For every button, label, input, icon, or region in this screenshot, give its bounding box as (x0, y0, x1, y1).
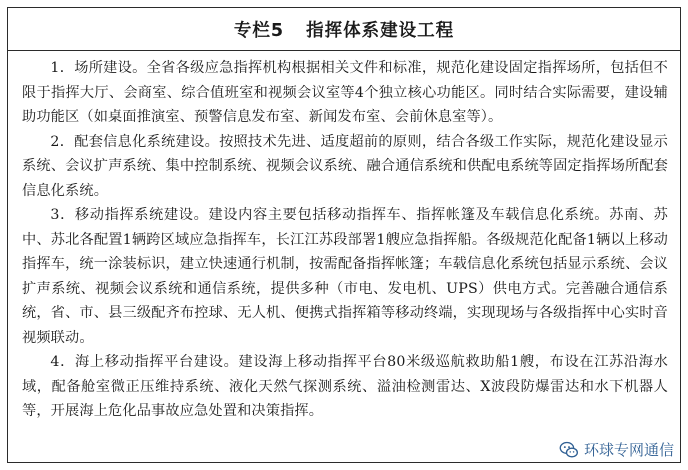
column-heading: 指挥体系建设工程 (306, 20, 455, 41)
column-number-label: 专栏5 (233, 20, 285, 41)
paragraph-it-systems: 2．配套信息化系统建设。按照技术先进、适度超前的原则，结合各级工作实际，规范化建设显示系统、会议扩声系统、集中控制系统、视频会议系统、融合通信系统和供配电系统等固定指挥场所配套信息化系统。 (22, 133, 668, 199)
watermark (557, 439, 676, 460)
column-box (7, 7, 681, 463)
watermark-text: 环球专网通信 (583, 441, 674, 459)
column-title (8, 8, 680, 51)
wechat-icon (559, 440, 579, 460)
paragraph-mobile-command: 3．移动指挥系统建设。建设内容主要包括移动指挥车、指挥帐篷及车载信息化系统。苏南、苏中、苏北各配置1辆跨区域应急指挥车，长江江苏段部署1艘应急指挥船。各级规范化配备1辆以上移动指挥车，统一涂装标识，建立快速通行机制，按需配备指挥帐篷；车载信息化系统包括显示系统、会议扩声系统、视频会议系统和通信系统，提供多种（市电、发电机、UPS）供电方式。完善融合通信系统，省、市、县三级配齐布控球、无人机、便携式指挥箱等移动终端，实现现场与各级指挥中心实时音视频联动。 (22, 207, 668, 346)
paragraph-maritime-platform: 4．海上移动指挥平台建设。建设海上移动指挥平台80米级巡航救助船1艘，布设在江苏沿海水域，配备舱室微正压维持系统、液化天然气探测系统、溢油检测雷达、X波段防爆雷达和水下机器人等，开展海上危化品事故应急处置和决策指挥。 (22, 354, 668, 419)
paragraph-venue: 1．场所建设。全省各级应急指挥机构根据相关文件和标准，规范化建设固定指挥场所，包括但不限于指挥大厅、会商室、综合值班室和视频会议室等4个独立核心功能区。同时结合实际需要，建设辅助功能区（如桌面推演室、预警信息发布室、新闻发布室、会前休息室等）。 (22, 60, 668, 125)
column-body (8, 51, 680, 424)
